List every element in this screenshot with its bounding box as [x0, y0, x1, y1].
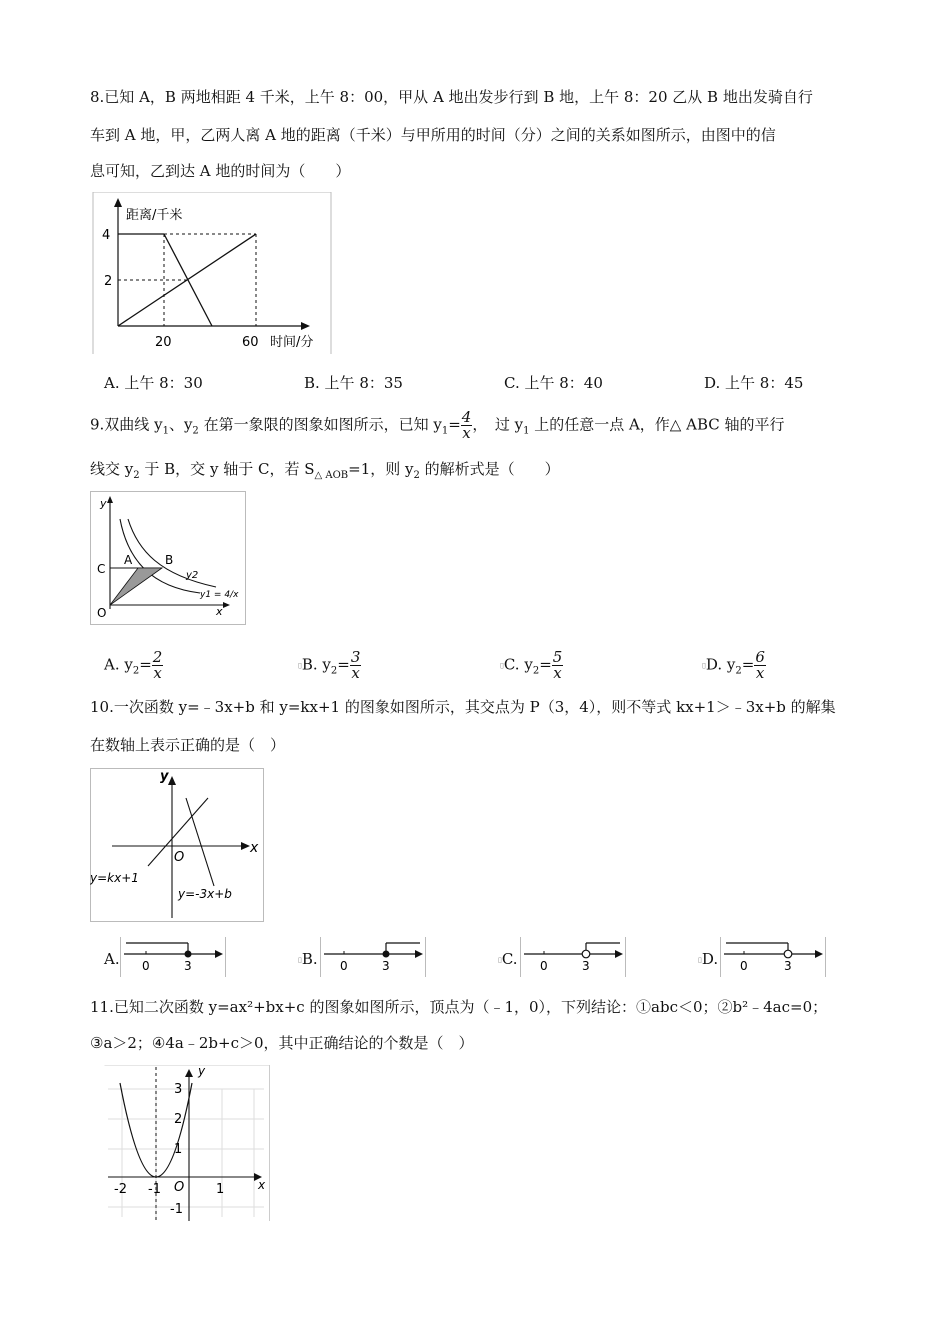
- q11-origin-label: O: [174, 1180, 185, 1195]
- q9-x-axis-label: x: [216, 605, 223, 618]
- q9-option-b[interactable]: ▯B. $y_2=$ $\frac{3}{x}$: [298, 648, 361, 682]
- q10-option-d-label[interactable]: ▯D.: [698, 950, 719, 968]
- q10-option-a-numberline[interactable]: [120, 937, 226, 977]
- q10-label-kx-plus-1: y=kx+1: [90, 871, 139, 885]
- q8-option-d[interactable]: D. 上午 8：45: [704, 374, 804, 392]
- svg-text:3: 3: [382, 959, 390, 973]
- q11-x-axis-label: x: [258, 1178, 266, 1192]
- q11-parabola-graph: [104, 1065, 270, 1221]
- q10-option-c-numberline[interactable]: [520, 937, 626, 977]
- q10-label-neg3x-plus-b: y=-3x+b: [178, 887, 232, 901]
- q10-x-axis-label: x: [250, 840, 259, 856]
- q9-line-2: 线交 $y_2$ 于 B，交 y 轴于 C，若 $S_{\triangle AOB}=1$，则 $y_2$ 的解析式是（ ）: [90, 460, 560, 481]
- q9-option-a[interactable]: A. $y_2=$ $\frac{2}{x}$: [104, 648, 163, 682]
- q8-xtick-20: 20: [155, 335, 172, 350]
- q8-line-2: 车到 A 地，甲，乙两人离 A 地的距离（千米）与甲所用的时间（分）之间的关系如图所示，由图中的信: [90, 126, 776, 144]
- q10-option-a-label[interactable]: A.: [104, 950, 120, 968]
- q10-line-2: 在数轴上表示正确的是（ ）: [90, 736, 286, 754]
- q9-line-1: 9.双曲线 $y_1$、$y_2$ 在第一象限的图象如图所示，已知 $y_1=$ $\frac{4}{x}$ ， 过 $y_1$ 上的任意一点 A，作△ ABC 轴的平行: [90, 408, 785, 442]
- q9-hyperbola-graph: [90, 491, 246, 625]
- q10-y-axis-label: y: [160, 769, 169, 784]
- q10-origin-label: O: [174, 850, 185, 865]
- svg-text:1: 1: [174, 1142, 183, 1157]
- q10-line-neg3x-plus-b: [186, 798, 214, 886]
- svg-text:2: 2: [174, 1112, 183, 1127]
- svg-text:0: 0: [142, 959, 150, 973]
- q10-linear-functions-graph: [90, 768, 264, 922]
- svg-text:3: 3: [582, 959, 590, 973]
- svg-text:1: 1: [216, 1182, 225, 1197]
- svg-text:0: 0: [740, 959, 748, 973]
- q8-option-c[interactable]: C. 上午 8：40: [504, 374, 603, 392]
- q9-point-c-label: C: [97, 562, 106, 576]
- q11-y-axis-label: y: [198, 1065, 206, 1078]
- q9-curve-y2-label: y2: [186, 570, 199, 581]
- q9-origin-label: O: [97, 606, 107, 620]
- q9-fraction-4-over-x: $\frac{4}{x}$: [461, 408, 472, 442]
- q8-option-a[interactable]: A. 上午 8：30: [104, 374, 203, 392]
- q8-xtick-60: 60: [242, 335, 259, 350]
- q9-triangle-aob: [110, 568, 162, 605]
- q8-distance-time-graph: [92, 192, 332, 354]
- q9-point-a-label: A: [124, 553, 133, 567]
- q8-xlabel: 时间/分: [270, 335, 314, 350]
- q8-ylabel: 距离/千米: [126, 208, 183, 223]
- q10-line-1: 10.一次函数 y=﹣3x+b 和 y=kx+1 的图象如图所示，其交点为 P（3，4），则不等式 kx+1＞﹣3x+b 的解集: [90, 698, 836, 716]
- svg-text:3: 3: [174, 1082, 183, 1097]
- q9-option-c[interactable]: ▯C. $y_2=$ $\frac{5}{x}$: [500, 648, 563, 682]
- q10-option-b-label[interactable]: ▯B.: [298, 950, 318, 968]
- q8-line-3: 息可知，乙到达 A 地的时间为（ ）: [90, 162, 351, 180]
- q10-option-b-numberline[interactable]: [320, 937, 426, 977]
- q9-y-axis-label: y: [100, 497, 107, 510]
- svg-text:0: 0: [340, 959, 348, 973]
- svg-text:3: 3: [184, 959, 192, 973]
- svg-text:-1: -1: [148, 1182, 161, 1197]
- q11-line-1: 11.已知二次函数 y=ax²+bx+c 的图象如图所示，顶点为（﹣1，0），下列结论：①abc＜0；②b²﹣4ac=0；: [90, 998, 828, 1016]
- q8-ytick-4: 4: [102, 228, 111, 243]
- q9-curve-y1-label: y1 = 4/x: [200, 590, 239, 600]
- q10-option-d-numberline[interactable]: [720, 937, 826, 977]
- q8-ytick-2: 2: [104, 274, 113, 289]
- svg-text:0: 0: [540, 959, 548, 973]
- q9-option-d[interactable]: ▯D. $y_2=$ $\frac{6}{x}$: [702, 648, 765, 682]
- q8-line-1: 8.已知 A，B 两地相距 4 千米，上午 8：00，甲从 A 地出发步行到 B 地，上午 8：20 乙从 B 地出发骑自行: [90, 88, 813, 106]
- q11-line-2: ③a＞2；④4a﹣2b+c＞0，其中正确结论的个数是（ ）: [90, 1034, 474, 1052]
- q8-option-b[interactable]: B. 上午 8：35: [304, 374, 403, 392]
- svg-text:-2: -2: [114, 1182, 127, 1197]
- q10-option-c-label[interactable]: ▯C.: [498, 950, 518, 968]
- svg-text:3: 3: [784, 959, 792, 973]
- q9-point-b-label: B: [165, 553, 174, 567]
- svg-text:-1: -1: [170, 1202, 183, 1217]
